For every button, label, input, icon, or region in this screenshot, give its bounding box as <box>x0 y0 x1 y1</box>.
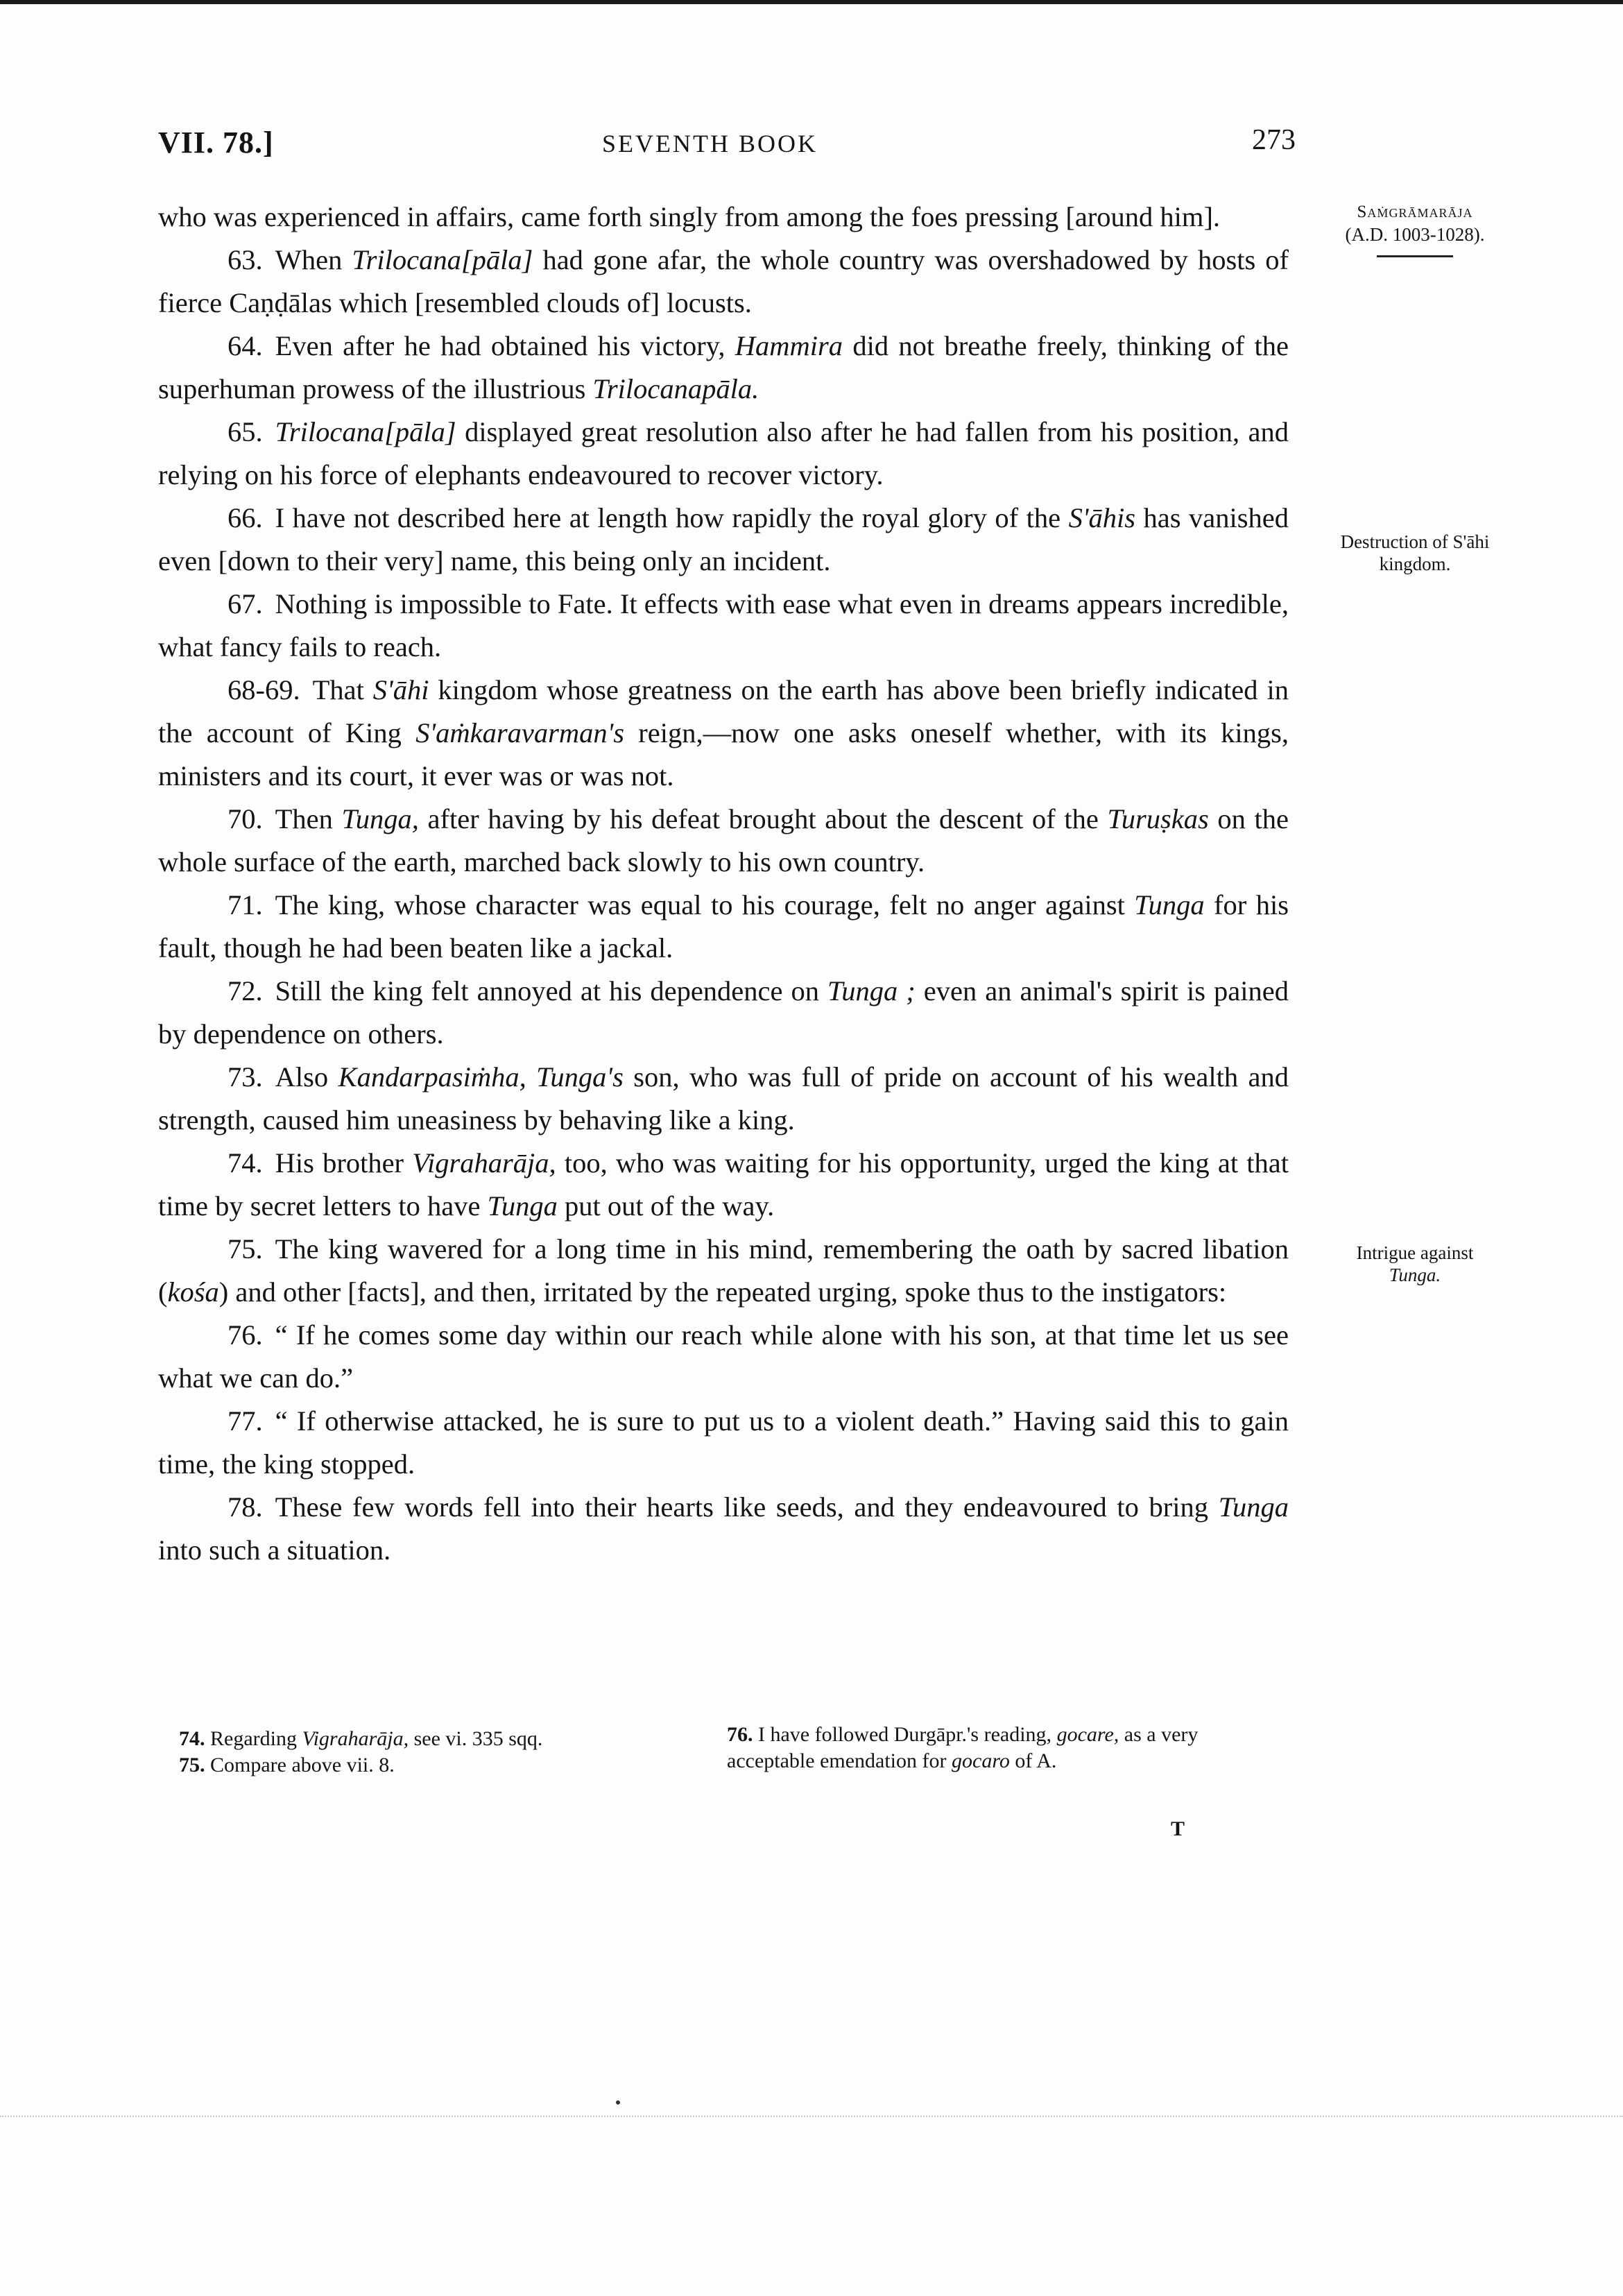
verse-75: 75. The king wavered for a long time in his mind, remembering the oath by sacred libation (kośa) and other [facts], and then, irritated by the repeated urging, spoke thus to the instigators: <box>158 1233 1289 1308</box>
verse-70: 70. Then Tunga, after having by his defeat brought about the descent of the Turuṣkas on the whole surface of the earth, marched back slowly to his own country. <box>158 803 1289 877</box>
margin-note-dates: (A.D. 1003-1028). <box>1345 224 1485 245</box>
margin-note-king: Saṁgrāmarāja <box>1357 203 1473 221</box>
margin-note-intrigue-line2: Tunga. <box>1389 1265 1441 1285</box>
footnote-74: 74. Regarding Vigraharāja, see vi. 335 sqq. <box>179 1727 543 1750</box>
signature-mark: T <box>1171 1817 1185 1840</box>
footnotes-left-column <box>179 1726 706 1779</box>
footnotes-right-column <box>727 1722 1289 1774</box>
verse-74: 74. His brother Vigraharāja, too, who was waiting for his opportunity, urged the king at that time by secret letters to have Tunga put out of the way. <box>158 1147 1289 1222</box>
margin-note-sahi-line2: kingdom. <box>1379 554 1451 574</box>
verse-76: 76. “ If he comes some day within our reach while alone with his son, at that time let us see what we can do.” <box>158 1319 1289 1394</box>
scan-edge-line <box>0 2116 1623 2117</box>
page-header <box>158 125 1296 173</box>
footnote-76: 76. I have followed Durgāpr.'s reading, gocare, as a very acceptable emendation for gocaro of A. <box>727 1723 1199 1772</box>
footnote-75: 75. Compare above vii. 8. <box>179 1754 395 1776</box>
verse-67: 67. Nothing is impossible to Fate. It effects with ease what even in dreams appears incredible, what fancy fails to reach. <box>158 588 1289 662</box>
margin-note-sahi <box>1304 531 1526 575</box>
verse-66: 66. I have not described here at length how rapidly the royal glory of the S'āhis has vanished even [down to their very] name, this being only an incident. <box>158 502 1289 576</box>
margin-note-intrigue <box>1304 1242 1526 1286</box>
verse-62-continuation: who was experienced in affairs, came forth singly from among the foes pressing [around him]. <box>158 201 1221 232</box>
verse-63: 63. When Trilocana[pāla] had gone afar, the whole country was overshadowed by hosts of fierce Caṇḍālas which [resembled clouds of] locusts. <box>158 244 1289 318</box>
margin-note-reign <box>1304 201 1526 257</box>
verse-65: 65. Trilocana[pāla] displayed great resolution also after he had fallen from his position, and relying on his force of elephants endeavoured to recover victory. <box>158 416 1289 490</box>
verse-77: 77. “ If otherwise attacked, he is sure to put us to a violent death.” Having said this to gain time, the king stopped. <box>158 1405 1289 1480</box>
margin-note-intrigue-line1: Intrigue against <box>1356 1242 1474 1263</box>
page-number: 273 <box>1252 124 1296 156</box>
verse-78: 78. These few words fell into their hearts like seeds, and they endeavoured to bring Tunga into such a situation. <box>158 1491 1289 1566</box>
verse-73: 73. Also Kandarpasiṁha, Tunga's son, who was full of pride on account of his wealth and strength, caused him uneasiness by behaving like a king. <box>158 1061 1289 1136</box>
main-text <box>158 196 1289 1572</box>
running-title: SEVENTH BOOK <box>602 130 818 157</box>
verse-64: 64. Even after he had obtained his victory, Hammira did not breathe freely, thinking of the superhuman prowess of the illustrious Trilocanapāla. <box>158 330 1289 404</box>
margin-rule <box>1377 255 1453 257</box>
chapter-reference: VII. 78.] <box>158 126 274 160</box>
verse-72: 72. Still the king felt annoyed at his dependence on Tunga ; even an animal's spirit is pained by dependence on others. <box>158 975 1289 1050</box>
ink-speck <box>616 2100 620 2105</box>
top-border <box>0 0 1623 4</box>
verse-68-69: 68-69. That S'āhi kingdom whose greatness on the earth has above been briefly indicated in the account of King S'aṁkaravarman's reign,—now one asks oneself whether, with its kings, ministers and its court, it ever was or was not. <box>158 674 1289 791</box>
verse-71: 71. The king, whose character was equal to his courage, felt no anger against Tunga for his fault, though he had been beaten like a jackal. <box>158 889 1289 963</box>
margin-note-sahi-line1: Destruction of S'āhi <box>1340 531 1490 552</box>
